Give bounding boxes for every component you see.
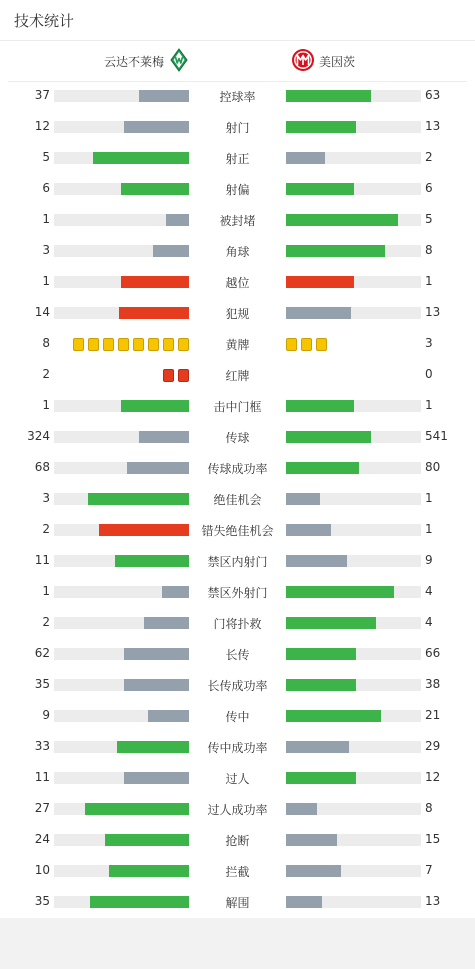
away-value: 38 bbox=[425, 677, 441, 691]
stat-row bbox=[0, 639, 475, 670]
yellow-card-icon bbox=[163, 338, 174, 351]
stat-row bbox=[0, 794, 475, 825]
away-bar-track bbox=[286, 493, 421, 505]
away-bar-fill bbox=[286, 555, 347, 567]
away-bar-track bbox=[286, 741, 421, 753]
stat-row bbox=[0, 205, 475, 236]
stat-label: 传球成功率 bbox=[207, 462, 268, 476]
home-bar-track bbox=[54, 679, 189, 691]
stat-label: 犯规 bbox=[225, 307, 250, 321]
home-bar-track bbox=[54, 90, 189, 102]
away-bar-fill bbox=[286, 679, 356, 691]
away-bar-track bbox=[286, 586, 421, 598]
stat-row bbox=[0, 887, 475, 918]
stat-label: 绝佳机会 bbox=[213, 493, 262, 507]
away-value: 1 bbox=[425, 274, 433, 288]
away-bar-fill bbox=[286, 617, 376, 629]
yellow-card-icon bbox=[103, 338, 114, 351]
stat-label: 长传 bbox=[225, 648, 250, 662]
away-value: 13 bbox=[425, 305, 441, 319]
away-bar-track bbox=[286, 431, 421, 443]
home-bar-fill bbox=[93, 152, 189, 164]
home-value: 27 bbox=[34, 801, 50, 815]
away-team-name: 美因茨 bbox=[319, 54, 356, 69]
stat-label: 禁区内射门 bbox=[207, 555, 268, 569]
home-value: 11 bbox=[34, 770, 50, 784]
stat-row bbox=[0, 360, 475, 391]
away-value: 1 bbox=[425, 491, 433, 505]
home-value: 324 bbox=[27, 429, 50, 443]
stat-label: 传中成功率 bbox=[207, 741, 268, 755]
home-bar-track bbox=[54, 183, 189, 195]
away-bar-fill bbox=[286, 710, 381, 722]
home-value: 1 bbox=[42, 212, 50, 226]
stat-row bbox=[0, 670, 475, 701]
home-bar-track bbox=[54, 245, 189, 257]
stat-row bbox=[0, 112, 475, 143]
stat-label: 红牌 bbox=[225, 369, 250, 383]
home-bar-fill bbox=[139, 431, 189, 443]
yellow-card-icon bbox=[148, 338, 159, 351]
home-value: 37 bbox=[34, 88, 50, 102]
home-value: 10 bbox=[34, 863, 50, 877]
stat-row bbox=[0, 174, 475, 205]
yellow-card-icon bbox=[88, 338, 99, 351]
stat-row bbox=[0, 453, 475, 484]
away-value: 66 bbox=[425, 646, 441, 660]
stat-row bbox=[0, 546, 475, 577]
stat-label: 错失绝佳机会 bbox=[201, 524, 274, 538]
home-bar-track bbox=[54, 772, 189, 784]
stat-label: 传中 bbox=[225, 710, 250, 724]
away-cards bbox=[286, 338, 327, 350]
home-bar-track bbox=[54, 307, 189, 319]
stat-row bbox=[0, 391, 475, 422]
home-bar-fill bbox=[127, 462, 189, 474]
yellow-card-icon bbox=[73, 338, 84, 351]
home-bar-track bbox=[54, 648, 189, 660]
home-bar-track bbox=[54, 865, 189, 877]
away-value: 7 bbox=[425, 863, 433, 877]
home-bar-track bbox=[54, 834, 189, 846]
home-cards bbox=[73, 338, 189, 350]
home-bar-fill bbox=[88, 493, 189, 505]
home-value: 24 bbox=[34, 832, 50, 846]
away-bar-fill bbox=[286, 648, 356, 660]
away-value: 8 bbox=[425, 243, 433, 257]
home-bar-track bbox=[54, 524, 189, 536]
stat-row bbox=[0, 298, 475, 329]
away-bar-fill bbox=[286, 307, 351, 319]
home-value: 1 bbox=[42, 584, 50, 598]
home-bar-fill bbox=[124, 648, 189, 660]
stat-label: 控球率 bbox=[219, 90, 256, 104]
stat-label: 传球 bbox=[225, 431, 250, 445]
home-value: 2 bbox=[42, 522, 50, 536]
away-bar-track bbox=[286, 307, 421, 319]
home-value: 8 bbox=[42, 336, 50, 350]
home-bar-track bbox=[54, 462, 189, 474]
stat-row bbox=[0, 856, 475, 887]
stat-row bbox=[0, 484, 475, 515]
home-value: 9 bbox=[42, 708, 50, 722]
home-bar-fill bbox=[124, 121, 189, 133]
away-bar-fill bbox=[286, 152, 325, 164]
away-bar-track bbox=[286, 183, 421, 195]
stat-row bbox=[0, 577, 475, 608]
away-bar-fill bbox=[286, 214, 398, 226]
home-bar-fill bbox=[124, 772, 189, 784]
stat-label: 击中门框 bbox=[213, 400, 262, 414]
away-value: 63 bbox=[425, 88, 441, 102]
away-bar-fill bbox=[286, 276, 354, 288]
home-value: 68 bbox=[34, 460, 50, 474]
stat-row bbox=[0, 763, 475, 794]
home-bar-track bbox=[54, 896, 189, 908]
home-bar-track bbox=[54, 586, 189, 598]
away-value: 9 bbox=[425, 553, 433, 567]
home-value: 1 bbox=[42, 398, 50, 412]
away-bar-fill bbox=[286, 245, 385, 257]
home-value: 1 bbox=[42, 274, 50, 288]
away-bar-fill bbox=[286, 524, 331, 536]
away-bar-fill bbox=[286, 493, 320, 505]
stat-label: 门将扑救 bbox=[213, 617, 262, 631]
home-value: 2 bbox=[42, 367, 50, 381]
home-team[interactable] bbox=[104, 49, 188, 73]
yellow-card-icon bbox=[316, 338, 327, 351]
stat-row bbox=[0, 608, 475, 639]
home-bar-fill bbox=[139, 90, 189, 102]
home-bar-track bbox=[54, 400, 189, 412]
home-value: 33 bbox=[34, 739, 50, 753]
home-value: 12 bbox=[34, 119, 50, 133]
away-bar-track bbox=[286, 245, 421, 257]
away-bar-fill bbox=[286, 462, 359, 474]
stat-row bbox=[0, 267, 475, 298]
stat-label: 黄牌 bbox=[225, 338, 250, 352]
stat-label: 过人成功率 bbox=[207, 803, 268, 817]
away-value: 3 bbox=[425, 336, 433, 350]
away-bar-fill bbox=[286, 865, 341, 877]
home-value: 2 bbox=[42, 615, 50, 629]
home-bar-fill bbox=[117, 741, 189, 753]
stat-row bbox=[0, 422, 475, 453]
away-bar-track bbox=[286, 214, 421, 226]
home-bar-track bbox=[54, 741, 189, 753]
home-bar-track bbox=[54, 555, 189, 567]
away-value: 4 bbox=[425, 615, 433, 629]
home-bar-fill bbox=[105, 834, 189, 846]
home-bar-fill bbox=[153, 245, 189, 257]
home-bar-track bbox=[54, 214, 189, 226]
home-bar-track bbox=[54, 121, 189, 133]
away-value: 13 bbox=[425, 119, 441, 133]
away-bar-fill bbox=[286, 183, 354, 195]
stat-row bbox=[0, 236, 475, 267]
away-bar-track bbox=[286, 679, 421, 691]
away-bar-track bbox=[286, 710, 421, 722]
home-bar-fill bbox=[162, 586, 189, 598]
stat-label: 角球 bbox=[225, 245, 250, 259]
away-bar-track bbox=[286, 648, 421, 660]
yellow-card-icon bbox=[118, 338, 129, 351]
away-bar-fill bbox=[286, 803, 317, 815]
yellow-card-icon bbox=[178, 338, 189, 351]
away-value: 0 bbox=[425, 367, 433, 381]
stat-label: 解围 bbox=[225, 896, 250, 910]
home-value: 14 bbox=[34, 305, 50, 319]
home-bar-fill bbox=[121, 183, 189, 195]
stat-row bbox=[0, 81, 475, 112]
home-value: 35 bbox=[34, 894, 50, 908]
away-value: 5 bbox=[425, 212, 433, 226]
home-bar-fill bbox=[121, 400, 189, 412]
away-bar-fill bbox=[286, 90, 371, 102]
stat-row bbox=[0, 329, 475, 360]
yellow-card-icon bbox=[286, 338, 297, 351]
stat-row bbox=[0, 701, 475, 732]
away-bar-track bbox=[286, 90, 421, 102]
away-value: 1 bbox=[425, 398, 433, 412]
home-bar-track bbox=[54, 493, 189, 505]
home-bar-fill bbox=[119, 307, 189, 319]
home-bar-track bbox=[54, 710, 189, 722]
yellow-card-icon bbox=[301, 338, 312, 351]
home-bar-fill bbox=[121, 276, 189, 288]
away-bar-track bbox=[286, 865, 421, 877]
home-bar-track bbox=[54, 431, 189, 443]
away-bar-fill bbox=[286, 400, 354, 412]
stat-label: 过人 bbox=[225, 772, 250, 786]
red-card-icon bbox=[178, 369, 189, 382]
home-value: 35 bbox=[34, 677, 50, 691]
yellow-card-icon bbox=[133, 338, 144, 351]
away-bar-track bbox=[286, 462, 421, 474]
stat-label: 长传成功率 bbox=[207, 679, 268, 693]
home-bar-fill bbox=[109, 865, 189, 877]
red-card-icon bbox=[163, 369, 174, 382]
away-value: 12 bbox=[425, 770, 441, 784]
home-bar-fill bbox=[144, 617, 189, 629]
away-bar-fill bbox=[286, 431, 371, 443]
stat-label: 射门 bbox=[225, 121, 250, 135]
away-bar-track bbox=[286, 834, 421, 846]
home-bar-fill bbox=[115, 555, 189, 567]
stat-label: 越位 bbox=[225, 276, 250, 290]
away-value: 8 bbox=[425, 801, 433, 815]
away-bar-track bbox=[286, 772, 421, 784]
away-bar-track bbox=[286, 121, 421, 133]
away-bar-track bbox=[286, 803, 421, 815]
home-bar-track bbox=[54, 617, 189, 629]
home-team-name: 云达不莱梅 bbox=[103, 54, 164, 69]
home-bar-track bbox=[54, 803, 189, 815]
away-value: 15 bbox=[425, 832, 441, 846]
home-value: 11 bbox=[34, 553, 50, 567]
away-bar-fill bbox=[286, 896, 322, 908]
home-bar-fill bbox=[85, 803, 189, 815]
home-value: 5 bbox=[42, 150, 50, 164]
home-bar-fill bbox=[90, 896, 189, 908]
away-value: 1 bbox=[425, 522, 433, 536]
away-bar-track bbox=[286, 617, 421, 629]
away-team[interactable] bbox=[291, 49, 355, 73]
teams-header bbox=[8, 41, 467, 82]
away-bar-track bbox=[286, 152, 421, 164]
home-bar-track bbox=[54, 152, 189, 164]
away-bar-track bbox=[286, 896, 421, 908]
away-bar-track bbox=[286, 524, 421, 536]
page-title: 技术统计 bbox=[14, 12, 75, 30]
stat-label: 射正 bbox=[225, 152, 250, 166]
away-bar-fill bbox=[286, 121, 356, 133]
stat-label: 射偏 bbox=[225, 183, 250, 197]
home-bar-fill bbox=[99, 524, 189, 536]
home-cards bbox=[163, 369, 189, 381]
stat-label: 拦截 bbox=[225, 865, 250, 879]
away-value: 13 bbox=[425, 894, 441, 908]
stat-row bbox=[0, 515, 475, 546]
home-value: 6 bbox=[42, 181, 50, 195]
stat-label: 禁区外射门 bbox=[207, 586, 268, 600]
home-value: 3 bbox=[42, 491, 50, 505]
away-bar-fill bbox=[286, 834, 337, 846]
away-value: 21 bbox=[425, 708, 441, 722]
away-value: 541 bbox=[425, 429, 448, 443]
stat-label: 被封堵 bbox=[219, 214, 256, 228]
away-value: 80 bbox=[425, 460, 441, 474]
away-bar-track bbox=[286, 276, 421, 288]
header-bar bbox=[0, 0, 475, 41]
home-bar-fill bbox=[124, 679, 189, 691]
home-bar-fill bbox=[148, 710, 189, 722]
home-bar-fill bbox=[166, 214, 189, 226]
page-footer bbox=[0, 918, 475, 969]
werder-bremen-crest-icon bbox=[170, 48, 188, 75]
away-bar-fill bbox=[286, 772, 356, 784]
home-value: 62 bbox=[34, 646, 50, 660]
home-value: 3 bbox=[42, 243, 50, 257]
away-value: 6 bbox=[425, 181, 433, 195]
away-bar-track bbox=[286, 400, 421, 412]
away-bar-track bbox=[286, 555, 421, 567]
away-bar-fill bbox=[286, 741, 349, 753]
stat-label: 抢断 bbox=[225, 834, 250, 848]
stat-row bbox=[0, 732, 475, 763]
stat-row bbox=[0, 825, 475, 856]
mainz-crest-icon bbox=[291, 48, 315, 75]
stat-row bbox=[0, 143, 475, 174]
home-bar-track bbox=[54, 276, 189, 288]
away-bar-fill bbox=[286, 586, 394, 598]
away-value: 4 bbox=[425, 584, 433, 598]
away-value: 29 bbox=[425, 739, 441, 753]
away-value: 2 bbox=[425, 150, 433, 164]
